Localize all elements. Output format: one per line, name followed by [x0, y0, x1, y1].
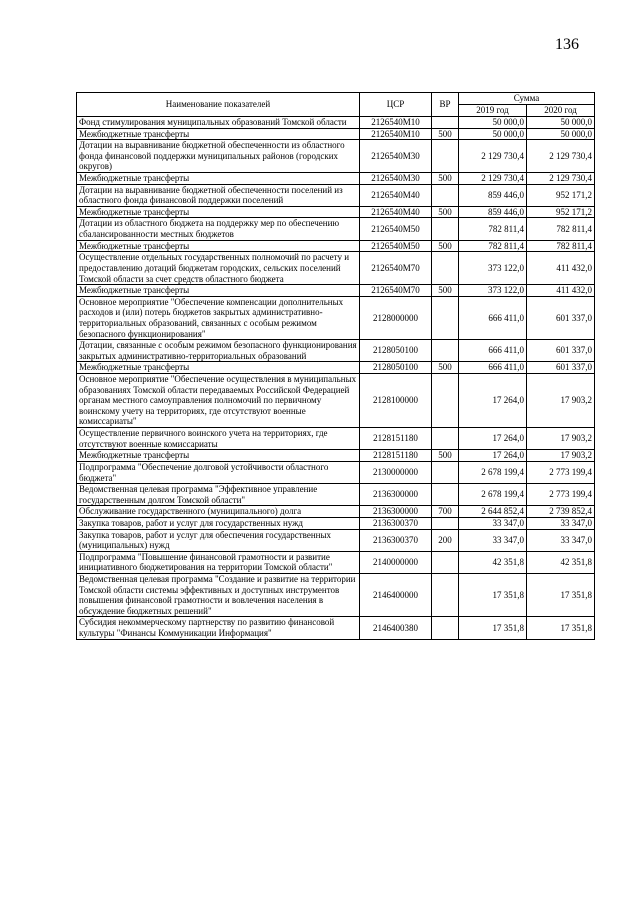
row-2020: 2 129 730,4: [527, 173, 595, 185]
row-name: Подпрограмма "Обеспечение долговой устойчивости областного бюджета": [77, 461, 360, 483]
row-2019: 373 122,0: [459, 252, 527, 285]
row-name: Подпрограмма "Повышение финансовой грамотности и развитие инициативного бюджетирования на территории Томской области": [77, 551, 360, 573]
row-name: Осуществление первичного воинского учета на территориях, где отсутствуют военные комиссариаты: [77, 428, 360, 450]
row-name: Осуществление отдельных государственных полномочий по расчету и предоставлению дотаций бюджетам городских, сельских поселений Томской области за счет средств областного бюджета: [77, 252, 360, 285]
row-name: Межбюджетные трансферты: [77, 206, 360, 218]
row-2019: 2 644 852,4: [459, 506, 527, 518]
row-vr: [432, 252, 459, 285]
row-csr: 2128000000: [360, 296, 432, 339]
row-2019: 859 446,0: [459, 184, 527, 206]
row-2020: 601 337,0: [527, 296, 595, 339]
row-vr: 500: [432, 285, 459, 297]
row-2020: 411 432,0: [527, 252, 595, 285]
table-body: [77, 117, 595, 640]
header-sum: Сумма: [459, 93, 595, 105]
row-vr: 200: [432, 529, 459, 551]
row-name: Обслуживание государственного (муниципального) долга: [77, 506, 360, 518]
row-csr: 2126540M50: [360, 218, 432, 240]
row-2020: 50 000,0: [527, 128, 595, 140]
table-row: [77, 340, 595, 362]
row-name: Межбюджетные трансферты: [77, 240, 360, 252]
row-vr: 500: [432, 173, 459, 185]
row-vr: 500: [432, 206, 459, 218]
row-csr: 2126540M70: [360, 285, 432, 297]
table-row: [77, 484, 595, 506]
row-2019: 666 411,0: [459, 362, 527, 374]
row-vr: [432, 340, 459, 362]
row-2019: 17 351,8: [459, 617, 527, 639]
row-vr: [432, 461, 459, 483]
row-2019: 50 000,0: [459, 128, 527, 140]
table-row: [77, 506, 595, 518]
row-vr: [432, 484, 459, 506]
row-2019: 782 811,4: [459, 218, 527, 240]
row-2019: 50 000,0: [459, 117, 527, 129]
budget-table: [76, 92, 595, 640]
row-2020: 42 351,8: [527, 551, 595, 573]
row-name: Дотации, связанные с особым режимом безопасного функционирования закрытых административно-территориальных образований: [77, 340, 360, 362]
row-name: Закупка товаров, работ и услуг для обеспечения государственных (муниципальных) нужд: [77, 529, 360, 551]
row-csr: 2126540M10: [360, 128, 432, 140]
row-name: Ведомственная целевая программа "Эффективное управление государственным долгом Томской области": [77, 484, 360, 506]
row-vr: 500: [432, 450, 459, 462]
row-vr: [432, 374, 459, 428]
row-name: Межбюджетные трансферты: [77, 362, 360, 374]
row-2020: 17 351,8: [527, 617, 595, 639]
table-row: [77, 362, 595, 374]
row-2019: 42 351,8: [459, 551, 527, 573]
row-vr: 500: [432, 128, 459, 140]
row-csr: 2140000000: [360, 551, 432, 573]
row-vr: [432, 184, 459, 206]
row-2020: 952 171,2: [527, 206, 595, 218]
table-row: [77, 450, 595, 462]
table-row: [77, 140, 595, 173]
row-name: Фонд стимулирования муниципальных образований Томской области: [77, 117, 360, 129]
row-2020: 17 903,2: [527, 428, 595, 450]
row-vr: [432, 218, 459, 240]
table-row: [77, 617, 595, 639]
row-csr: 2126540M70: [360, 252, 432, 285]
row-2020: 601 337,0: [527, 340, 595, 362]
row-csr: 2136300000: [360, 506, 432, 518]
page-number: 136: [555, 36, 579, 53]
row-vr: 500: [432, 240, 459, 252]
row-name: Дотации на выравнивание бюджетной обеспеченности поселений из областного фонда финансовой поддержки поселений: [77, 184, 360, 206]
row-2020: 17 903,2: [527, 450, 595, 462]
row-vr: [432, 117, 459, 129]
row-csr: 2136300000: [360, 484, 432, 506]
row-vr: [432, 296, 459, 339]
row-vr: [432, 140, 459, 173]
row-2019: 666 411,0: [459, 296, 527, 339]
table-row: [77, 551, 595, 573]
table-row: [77, 529, 595, 551]
row-name: Межбюджетные трансферты: [77, 450, 360, 462]
header-csr: ЦСР: [360, 93, 432, 117]
row-2019: 2 678 199,4: [459, 484, 527, 506]
row-csr: 2146400380: [360, 617, 432, 639]
header-2020: 2020 год: [527, 105, 595, 117]
row-2020: 17 903,2: [527, 374, 595, 428]
row-name: Закупка товаров, работ и услуг для государственных нужд: [77, 517, 360, 529]
row-csr: 2126540M30: [360, 140, 432, 173]
row-2019: 17 264,0: [459, 450, 527, 462]
row-name: Межбюджетные трансферты: [77, 173, 360, 185]
row-name: Межбюджетные трансферты: [77, 285, 360, 297]
table-row: [77, 252, 595, 285]
row-2020: 50 000,0: [527, 117, 595, 129]
row-name: Ведомственная целевая программа "Создание и развитие на территории Томской области системы эффективных и доступных инструментов повышения финансовой грамотности и вовлечения населения в обсуждение бюджетных решений": [77, 573, 360, 616]
row-vr: [432, 517, 459, 529]
row-2020: 782 811,4: [527, 240, 595, 252]
row-2019: 2 129 730,4: [459, 173, 527, 185]
table-row: [77, 128, 595, 140]
table-row: [77, 218, 595, 240]
row-2019: 373 122,0: [459, 285, 527, 297]
table-row: [77, 461, 595, 483]
row-name: Основное мероприятие "Обеспечение компенсации дополнительных расходов и (или) потерь бюджетов закрытых административно-территориальных образований, связанных с особым режимом безопасного функционирования": [77, 296, 360, 339]
row-2020: 952 171,2: [527, 184, 595, 206]
header-name: Наименование показателей: [77, 93, 360, 117]
row-vr: 500: [432, 362, 459, 374]
row-2019: 17 351,8: [459, 573, 527, 616]
row-2020: 2 129 730,4: [527, 140, 595, 173]
row-2020: 782 811,4: [527, 218, 595, 240]
header-2019: 2019 год: [459, 105, 527, 117]
row-2020: 33 347,0: [527, 529, 595, 551]
table-row: [77, 573, 595, 616]
row-csr: 2128050100: [360, 362, 432, 374]
row-csr: 2128151180: [360, 450, 432, 462]
row-csr: 2126540M10: [360, 117, 432, 129]
row-csr: 2128100000: [360, 374, 432, 428]
row-2020: 17 351,8: [527, 573, 595, 616]
table-row: [77, 296, 595, 339]
row-2019: 859 446,0: [459, 206, 527, 218]
table-row: [77, 206, 595, 218]
table-header-row: [77, 93, 595, 105]
table-row: [77, 285, 595, 297]
table-row: [77, 517, 595, 529]
row-csr: 2130000000: [360, 461, 432, 483]
row-2019: 782 811,4: [459, 240, 527, 252]
table-row: [77, 173, 595, 185]
row-2019: 2 678 199,4: [459, 461, 527, 483]
row-name: Основное мероприятие "Обеспечение осуществления в муниципальных образованиях Томской области передаваемых Российской Федерацией органам местного самоуправления полномочий по первичному воинскому учету на территориях, где отсутствуют военные комиссариаты": [77, 374, 360, 428]
table-row: [77, 428, 595, 450]
row-vr: [432, 573, 459, 616]
row-2020: 2 739 852,4: [527, 506, 595, 518]
row-csr: 2126540M30: [360, 173, 432, 185]
row-2019: 17 264,0: [459, 428, 527, 450]
row-2019: 33 347,0: [459, 517, 527, 529]
row-csr: 2146400000: [360, 573, 432, 616]
row-2019: 33 347,0: [459, 529, 527, 551]
table-row: [77, 117, 595, 129]
row-vr: [432, 617, 459, 639]
row-2020: 411 432,0: [527, 285, 595, 297]
row-csr: 2136300370: [360, 529, 432, 551]
row-csr: 2136300370: [360, 517, 432, 529]
row-csr: 2128151180: [360, 428, 432, 450]
row-2019: 17 264,0: [459, 374, 527, 428]
table-row: [77, 374, 595, 428]
row-csr: 2126540M40: [360, 206, 432, 218]
row-2020: 2 773 199,4: [527, 461, 595, 483]
row-name: Субсидия некоммерческому партнерству по развитию финансовой культуры "Финансы Коммуникации Информация": [77, 617, 360, 639]
row-name: Дотации на выравнивание бюджетной обеспеченности из областного фонда финансовой поддержки муниципальных районов (городских округов): [77, 140, 360, 173]
row-name: Дотации из областного бюджета на поддержку мер по обеспечению сбалансированности местных бюджетов: [77, 218, 360, 240]
row-csr: 2126540M40: [360, 184, 432, 206]
row-name: Межбюджетные трансферты: [77, 128, 360, 140]
row-2020: 2 773 199,4: [527, 484, 595, 506]
table-row: [77, 240, 595, 252]
row-2020: 601 337,0: [527, 362, 595, 374]
row-2020: 33 347,0: [527, 517, 595, 529]
row-vr: [432, 551, 459, 573]
row-vr: [432, 428, 459, 450]
header-vr: ВР: [432, 93, 459, 117]
row-2019: 666 411,0: [459, 340, 527, 362]
table-row: [77, 184, 595, 206]
row-vr: 700: [432, 506, 459, 518]
row-csr: 2126540M50: [360, 240, 432, 252]
row-csr: 2128050100: [360, 340, 432, 362]
row-2019: 2 129 730,4: [459, 140, 527, 173]
